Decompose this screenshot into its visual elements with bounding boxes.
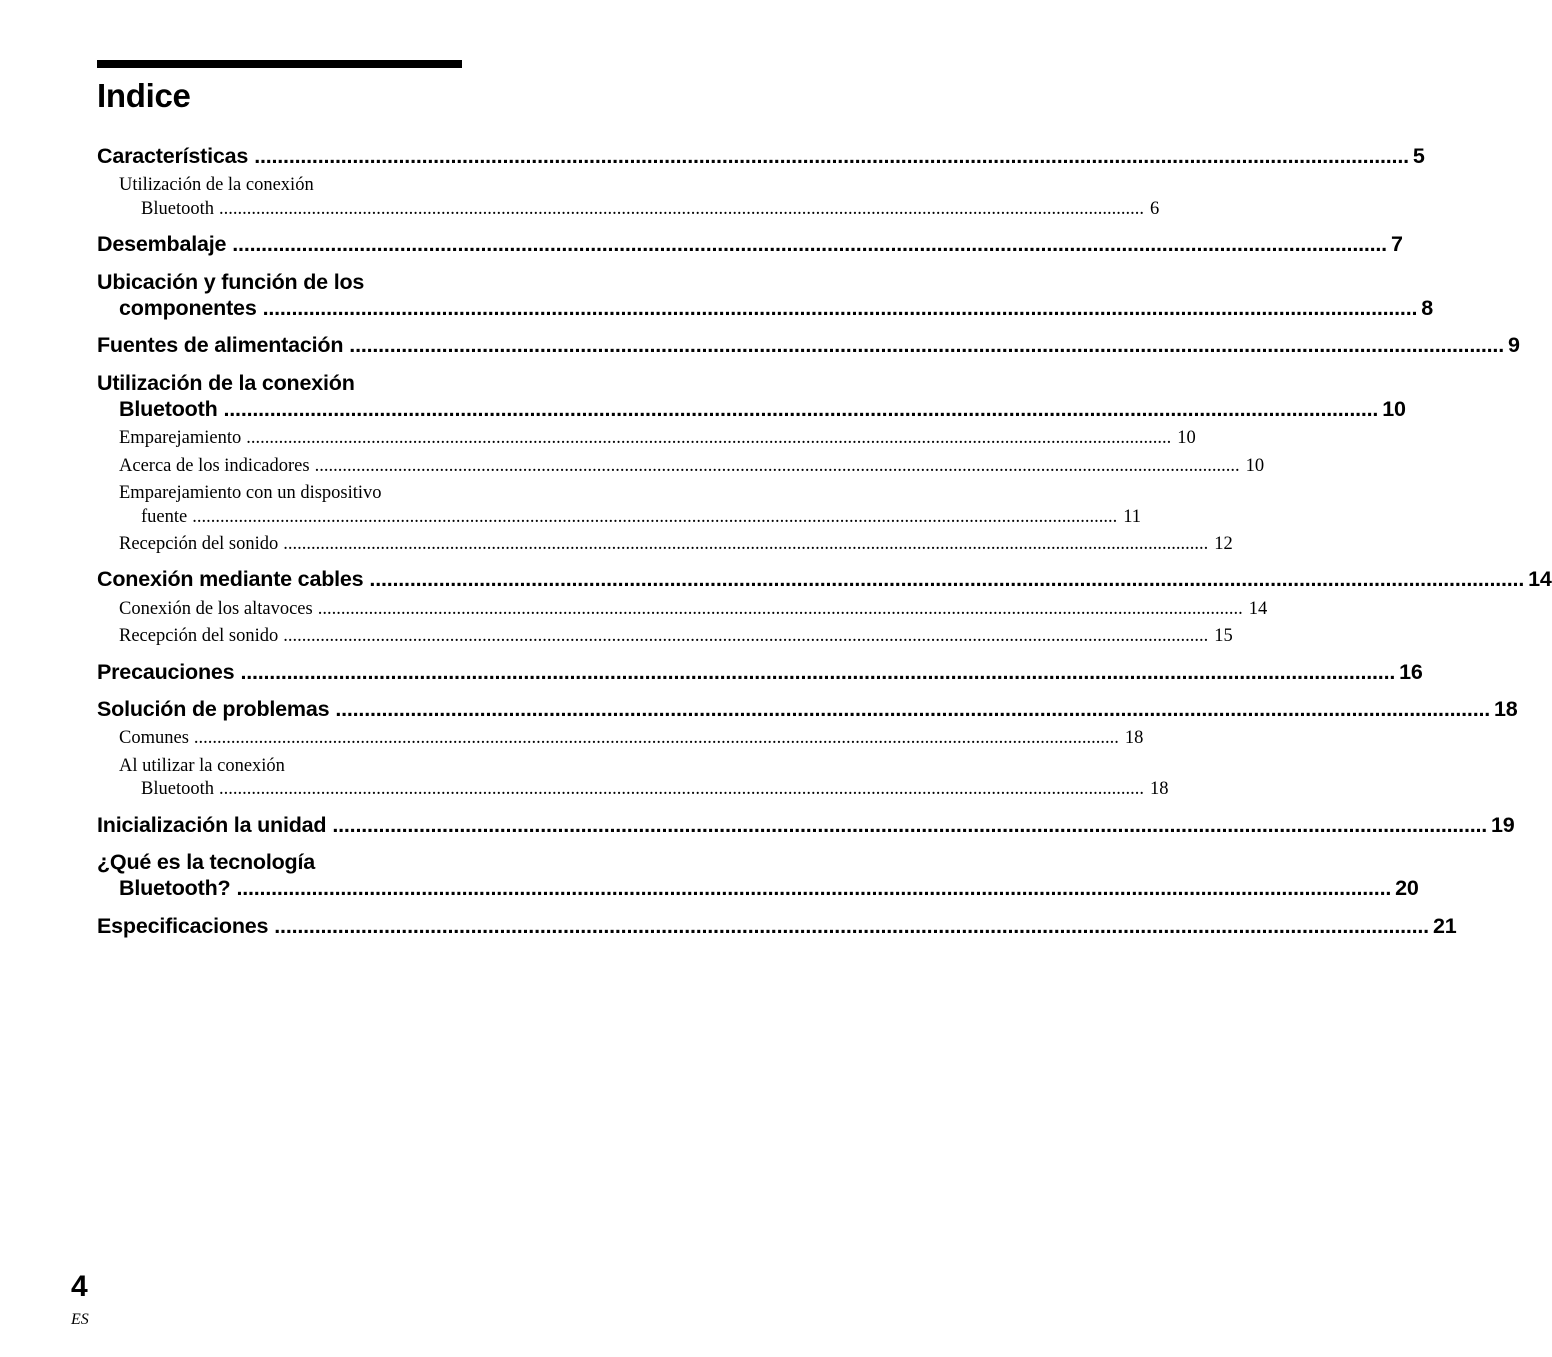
- toc-entry-page: 12: [1214, 534, 1233, 554]
- toc-entry[interactable]: [97, 231, 1403, 257]
- toc-entry-title: Bluetooth: [141, 779, 214, 799]
- toc-entry[interactable]: [97, 295, 1434, 321]
- toc-entry-title: Conexión de los altavoces: [119, 599, 313, 619]
- toc-subentry[interactable]: [97, 455, 1265, 477]
- toc-entry[interactable]: [97, 659, 1423, 685]
- dot-leader: ........................................................................................................................................................................................................: [240, 660, 1396, 684]
- dot-leader: ........................................................................................................................................................................................................: [232, 232, 1387, 256]
- dot-leader: ........................................................................................................................................................................................................: [193, 728, 1119, 748]
- title-rule: [97, 60, 462, 68]
- toc-entry[interactable]: [97, 913, 1457, 939]
- toc-entry-title: Fuentes de alimentación: [97, 333, 344, 357]
- toc-entry[interactable]: [97, 332, 1520, 358]
- toc-subentry[interactable]: [97, 482, 462, 504]
- toc-entry-page: 10: [1177, 428, 1196, 448]
- toc-entry-title: Comunes: [119, 728, 189, 748]
- page-number: 4: [71, 1270, 88, 1303]
- toc-entry-page: 20: [1395, 876, 1419, 900]
- toc-entry-page: 8: [1421, 296, 1434, 320]
- page-title: Indice: [97, 77, 191, 114]
- toc-entry-title: Utilización de la conexión: [119, 175, 314, 195]
- toc-entry-page: 18: [1124, 728, 1144, 748]
- toc-entry-title: fuente: [141, 507, 188, 527]
- toc-entry-title: componentes: [119, 296, 257, 320]
- dot-leader: ........................................................................................................................................................................................................: [218, 779, 1144, 799]
- toc-subentry[interactable]: [97, 598, 1268, 620]
- toc-subentry[interactable]: [97, 198, 1160, 220]
- toc-subentry[interactable]: [97, 727, 1144, 749]
- dot-leader: ........................................................................................................................................................................................................: [218, 199, 1144, 219]
- toc-entry-title: Especificaciones: [97, 914, 269, 938]
- toc-entry-page: 9: [1507, 333, 1520, 357]
- toc-subentry[interactable]: [97, 427, 1196, 449]
- dot-leader: ........................................................................................................................................................................................................: [283, 534, 1209, 554]
- toc-entry[interactable]: [97, 849, 462, 875]
- toc-entry-page: 14: [1528, 567, 1552, 591]
- toc-entry[interactable]: [97, 269, 462, 295]
- toc-entry[interactable]: [97, 812, 1515, 838]
- dot-leader: ........................................................................................................................................................................................................: [332, 813, 1488, 837]
- toc-entry-page: 6: [1149, 199, 1160, 219]
- toc-entry-title: Utilización de la conexión: [97, 371, 355, 395]
- toc-entry-title: Inicialización la unidad: [97, 813, 327, 837]
- toc-subentry[interactable]: [97, 506, 1142, 528]
- dot-leader: ........................................................................................................................................................................................................: [314, 456, 1240, 476]
- toc-entry-title: Emparejamiento con un dispositivo: [119, 483, 382, 503]
- dot-leader: ........................................................................................................................................................................................................: [262, 296, 1418, 320]
- toc-entry-title: Bluetooth?: [119, 876, 231, 900]
- toc-entry-title: Características: [97, 144, 249, 168]
- toc-subentry[interactable]: [97, 778, 1169, 800]
- toc-entry-title: Al utilizar la conexión: [119, 756, 285, 776]
- toc-entry-title: Desembalaje: [97, 232, 227, 256]
- toc-entry-title: Bluetooth: [141, 199, 214, 219]
- toc-entry-page: 14: [1248, 599, 1268, 619]
- toc-entry-title: Solución de problemas: [97, 697, 330, 721]
- dot-leader: ........................................................................................................................................................................................................: [223, 397, 1379, 421]
- toc-entry-page: 18: [1149, 779, 1169, 799]
- toc-entry-page: 7: [1390, 232, 1403, 256]
- dot-leader: ........................................................................................................................................................................................................: [192, 507, 1118, 527]
- toc-subentry[interactable]: [97, 625, 1233, 647]
- toc-entry-title: Emparejamiento: [119, 428, 242, 448]
- toc-entry[interactable]: [97, 875, 1419, 901]
- toc-entry-page: 11: [1123, 507, 1142, 527]
- toc-entry-page: 10: [1245, 456, 1265, 476]
- toc-entry[interactable]: [97, 696, 1518, 722]
- dot-leader: ........................................................................................................................................................................................................: [349, 333, 1504, 357]
- toc-entry-title: Recepción del sonido: [119, 626, 279, 646]
- toc-entry-title: Ubicación y función de los: [97, 270, 365, 294]
- toc-entry[interactable]: [97, 143, 1425, 169]
- toc-entry-page: 18: [1494, 697, 1518, 721]
- toc-entry[interactable]: [97, 566, 1552, 592]
- dot-leader: ........................................................................................................................................................................................................: [283, 626, 1209, 646]
- toc-entry-page: 19: [1491, 813, 1515, 837]
- toc-subentry[interactable]: [97, 755, 462, 777]
- toc-entry-page: 5: [1412, 144, 1425, 168]
- toc-entry-title: Recepción del sonido: [119, 534, 279, 554]
- toc-subentry[interactable]: [97, 174, 462, 196]
- toc-entry[interactable]: [97, 396, 1406, 422]
- toc-entry-title: ¿Qué es la tecnología: [97, 850, 316, 874]
- toc-entry-page: 15: [1214, 626, 1233, 646]
- toc-entry-page: 10: [1382, 397, 1406, 421]
- toc-entry-title: Precauciones: [97, 660, 235, 684]
- dot-leader: ........................................................................................................................................................................................................: [246, 428, 1172, 448]
- toc-entry-page: 21: [1432, 914, 1457, 938]
- toc-entry[interactable]: [97, 370, 462, 396]
- toc-entry-title: Acerca de los indicadores: [119, 456, 310, 476]
- dot-leader: ........................................................................................................................................................................................................: [254, 144, 1409, 168]
- dot-leader: ........................................................................................................................................................................................................: [335, 697, 1491, 721]
- toc-entry-page: 16: [1399, 660, 1423, 684]
- dot-leader: ........................................................................................................................................................................................................: [274, 914, 1429, 938]
- language-code: ES: [71, 1311, 89, 1328]
- toc-entry-title: Bluetooth: [119, 397, 218, 421]
- toc-entry-title: Conexión mediante cables: [97, 567, 364, 591]
- toc-subentry[interactable]: [97, 533, 1233, 555]
- dot-leader: ........................................................................................................................................................................................................: [369, 567, 1525, 591]
- dot-leader: ........................................................................................................................................................................................................: [317, 599, 1243, 619]
- dot-leader: ........................................................................................................................................................................................................: [236, 876, 1392, 900]
